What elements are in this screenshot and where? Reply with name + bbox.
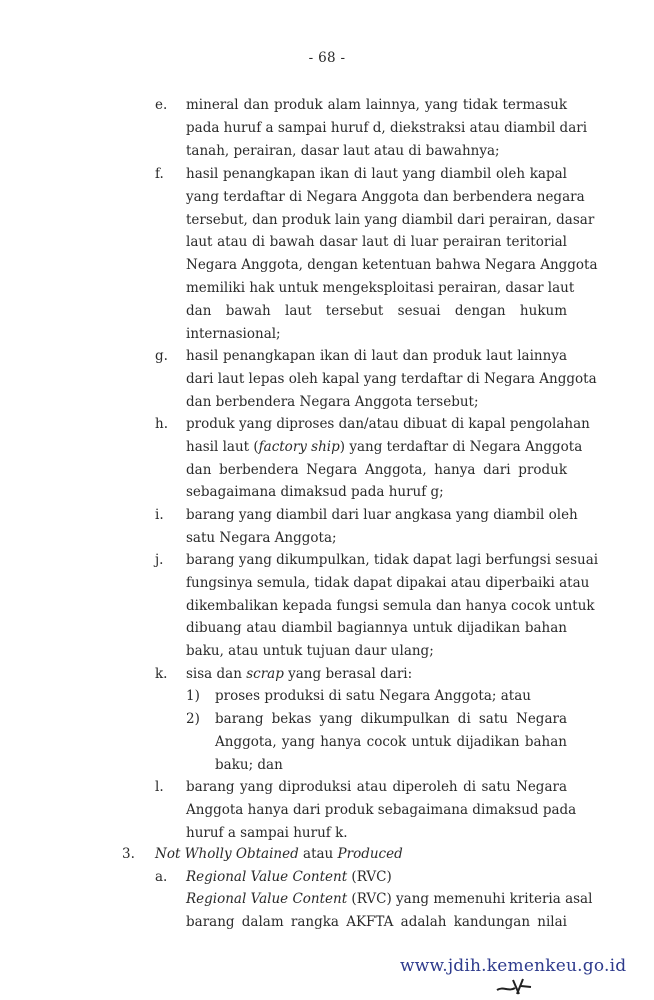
text-line: baku; dan [215,756,283,773]
text-line: dan berbendera Negara Anggota tersebut; [186,393,479,410]
text-line: dari laut lepas oleh kapal yang terdaftar di Negara Anggota [186,370,597,387]
item-marker-k: k. [155,666,168,682]
item-marker-h: h. [155,416,168,432]
text-line: sebagaimana dimaksud pada huruf g; [186,484,444,501]
item-title-a [186,866,567,889]
item-text-i [186,504,578,550]
text-line: Regional Value Content (RVC) [186,869,392,885]
text-line: internasional; [186,325,281,342]
text-line: mineral dan produk alam lainnya, yang tidak termasuk [186,97,567,113]
item-marker-f: f. [155,166,164,182]
text-line: sisa dan scrap yang berasal dari: [186,666,413,682]
subitem-text-2 [215,708,567,776]
subitem-marker-2: 2) [186,711,200,727]
subitem-text-1 [215,685,567,708]
signature-icon [493,976,543,996]
item-marker-a: a. [155,869,168,885]
item-text-g [186,345,597,413]
text-line: dikembalikan kepada fungsi semula dan hanya cocok untuk [186,597,595,614]
item-text-j [186,549,599,663]
item-marker-i: i. [155,507,164,523]
text-line: hasil penangkapan ikan di laut dan produk laut lainnya [186,348,567,364]
text-line: Anggota hanya dari produk sebagaimana dimaksud pada [186,801,577,818]
subitem-marker-1: 1) [186,688,200,704]
text-line: baku, atau untuk tujuan daur ulang; [186,643,434,660]
text-line: barang dalam rangka AKFTA adalah kandungan nilai [186,913,567,930]
text-line: yang terdaftar di Negara Anggota dan berbendera negara [186,188,585,205]
footer-url-link[interactable]: www.jdih.kemenkeu.go.id [400,956,627,976]
item-marker-e: e. [155,97,168,113]
text-line: dan berbendera Negara Anggota, hanya dari produk [186,461,567,478]
item-text-e [186,94,588,162]
text-line: barang yang dikumpulkan, tidak dapat lagi berfungsi sesuai [186,552,599,568]
item-text-l [186,776,577,844]
text-line: dibuang atau diambil bagiannya untuk dijadikan bahan [186,620,567,637]
text-line: barang bekas yang dikumpulkan di satu Negara [215,711,567,727]
text-line: memiliki hak untuk mengeksploitasi perairan, dasar laut [186,279,575,296]
item-text-f [186,163,598,345]
text-line: Negara Anggota, dengan ketentuan bahwa Negara Anggota [186,257,598,274]
item-text-k [186,663,567,686]
text-line: tanah, perairan, dasar laut atau di bawahnya; [186,142,500,159]
rvc-paragraph [186,888,593,934]
text-line: huruf a sampai huruf k. [186,824,348,841]
item-marker-l: l. [155,779,164,795]
text-line: hasil penangkapan ikan di laut yang diambil oleh kapal [186,166,567,182]
text-line: fungsinya semula, tidak dapat dipakai atau diperbaiki atau [186,574,590,591]
text-line: barang yang diambil dari luar angkasa yang diambil oleh [186,507,578,523]
text-line: Regional Value Content (RVC) yang memenuhi kriteria asal [186,891,593,907]
text-line: tersebut, dan produk lain yang diambil dari perairan, dasar [186,211,595,228]
text-line: Not Wholly Obtained atau Produced [155,846,403,862]
section-title-3 [155,843,567,866]
text-line: barang yang diproduksi atau diperoleh di satu Negara [186,779,567,795]
text-line: satu Negara Anggota; [186,529,337,546]
page-number: - 68 - [308,50,346,66]
text-line: Anggota, yang hanya cocok untuk dijadikan bahan [215,733,567,750]
text-line: laut atau di bawah dasar laut di luar perairan teritorial [186,234,567,251]
text-line: proses produksi di satu Negara Anggota; atau [215,688,531,704]
text-line: pada huruf a sampai huruf d, diekstraksi atau diambil dari [186,119,588,136]
text-line: produk yang diproses dan/atau dibuat di kapal pengolahan [186,416,590,432]
item-text-h [186,413,590,504]
item-marker-j: j. [155,552,164,568]
text-line: dan bawah laut tersebut sesuai dengan hukum [186,302,567,319]
text-line: hasil laut (factory ship) yang terdaftar di Negara Anggota [186,438,583,455]
section-marker-3: 3. [122,846,135,862]
item-marker-g: g. [155,348,168,364]
